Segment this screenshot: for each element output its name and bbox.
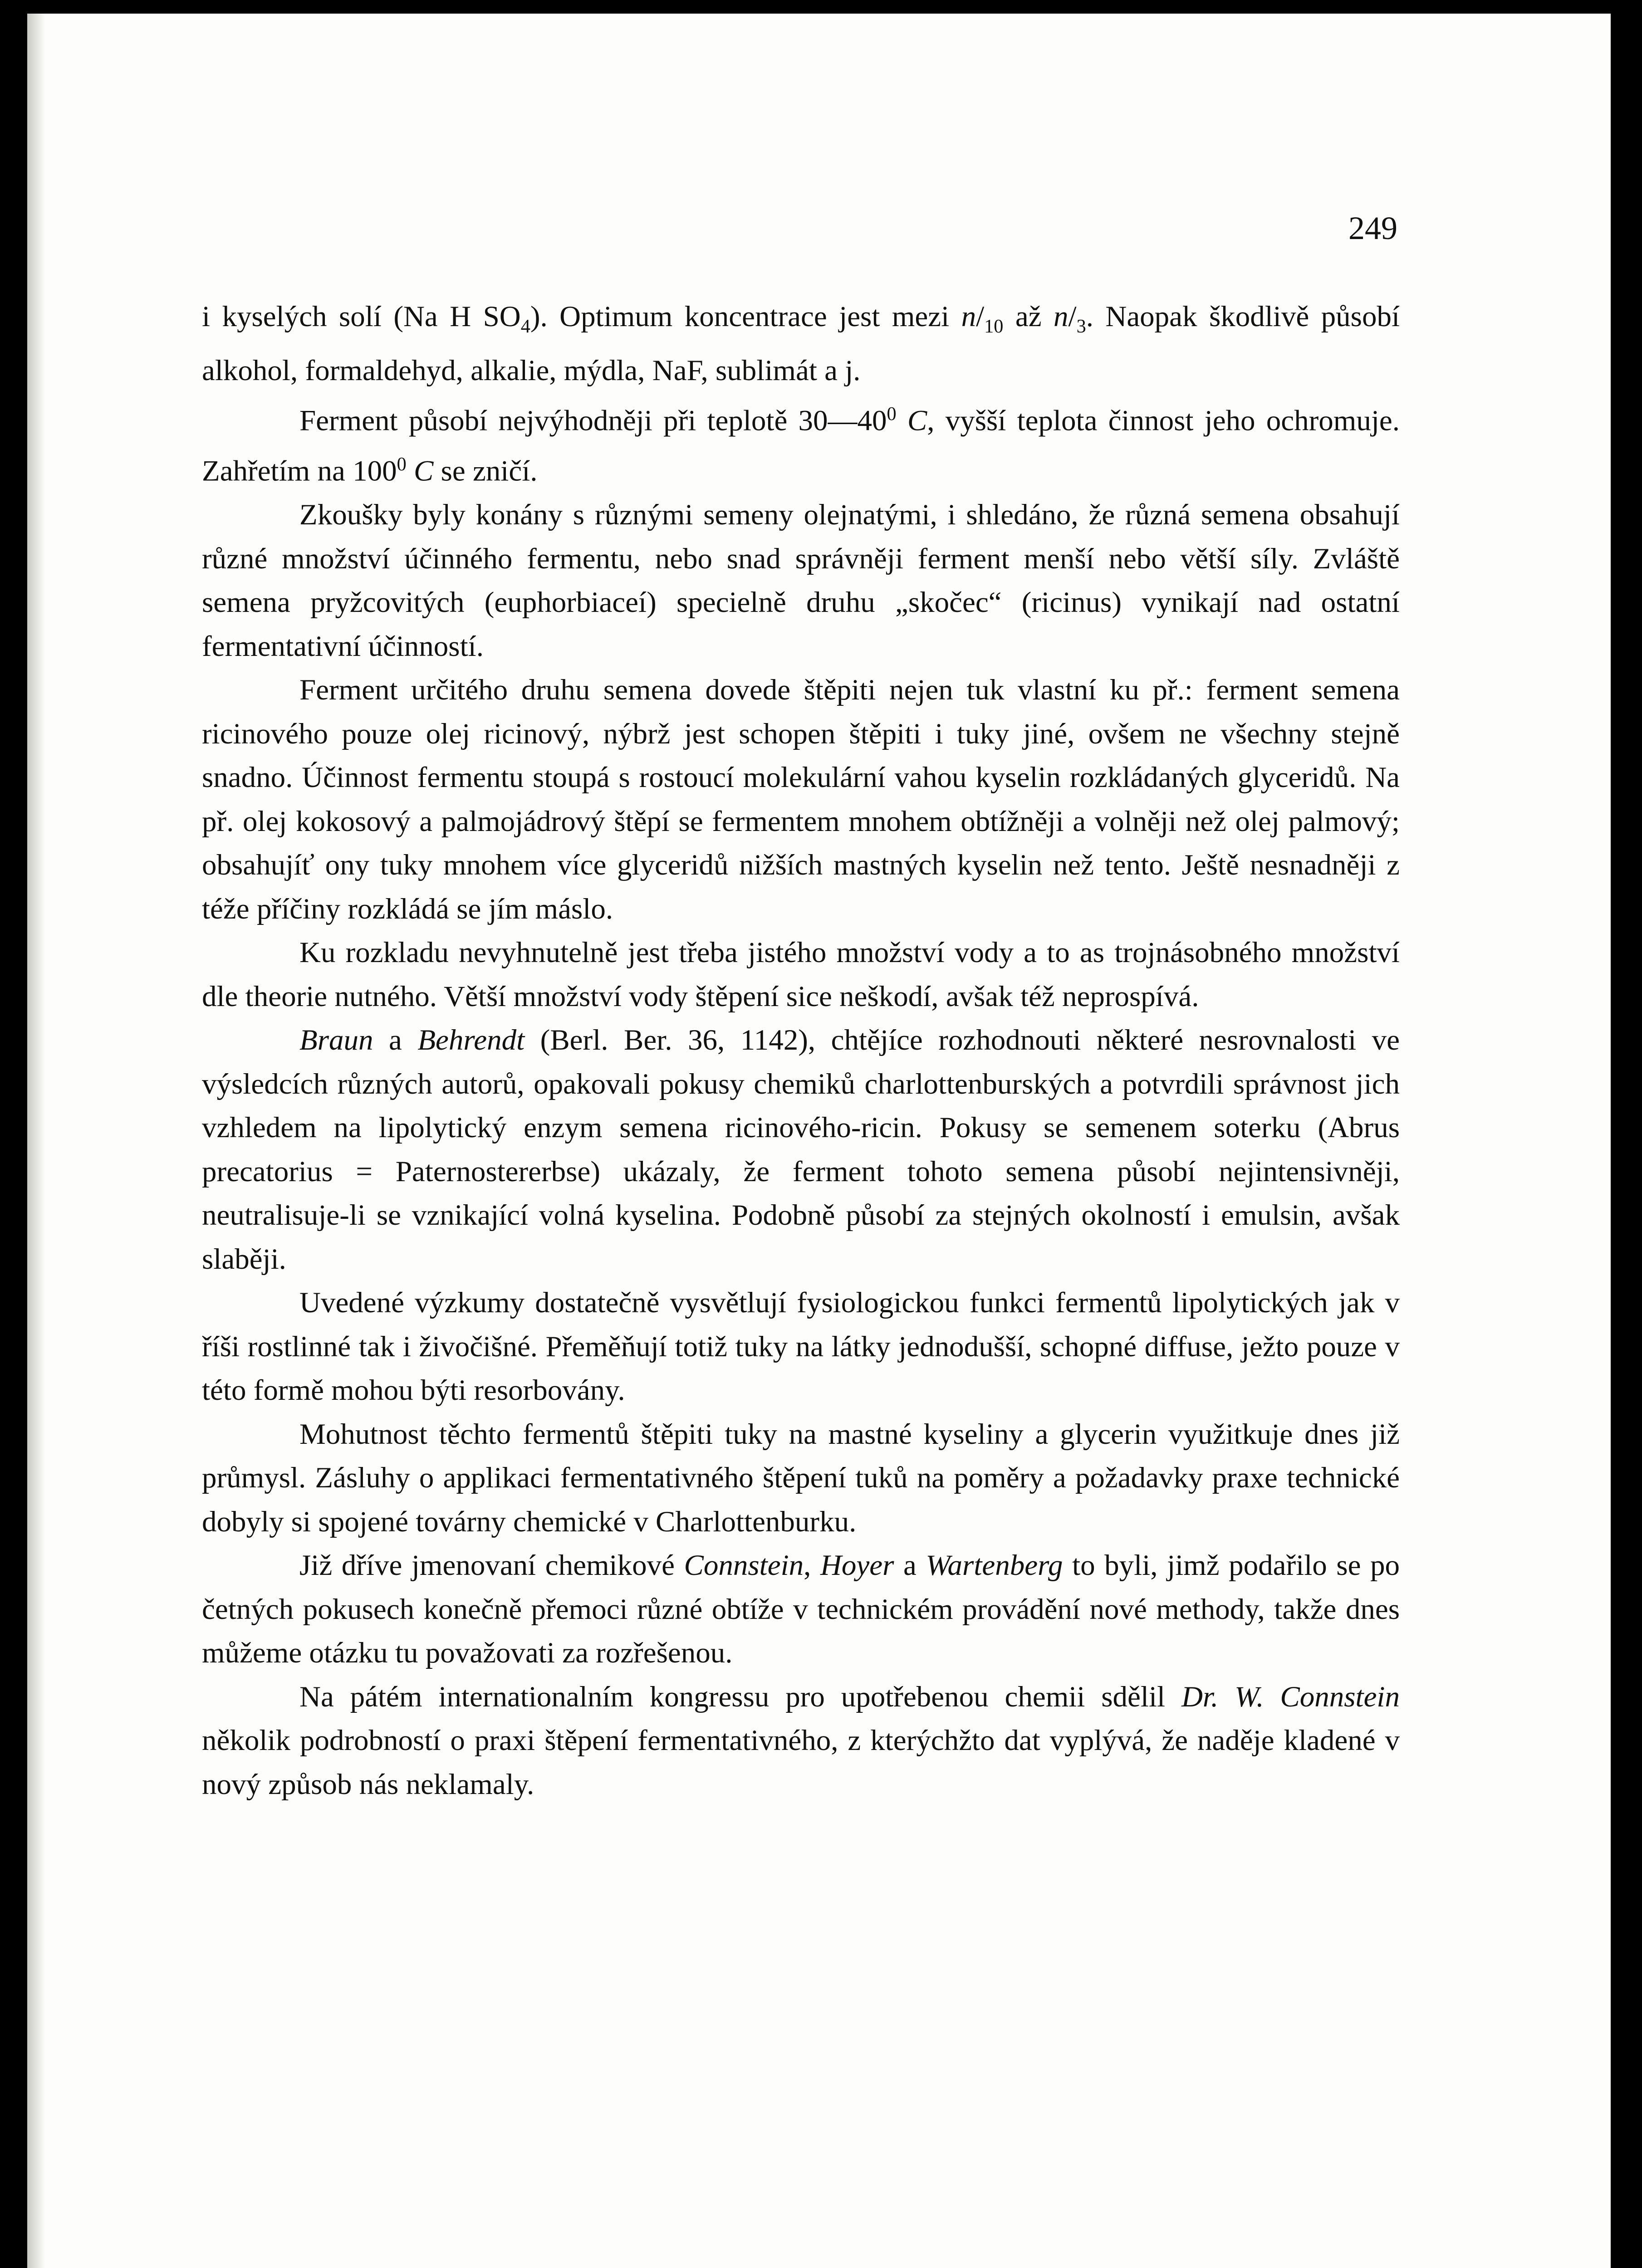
text-segment xyxy=(407,455,414,488)
paragraph-p6 xyxy=(202,1018,1400,1281)
text-segment: 3 xyxy=(1076,316,1086,337)
binding-shadow xyxy=(27,14,45,2268)
paragraph-p1 xyxy=(202,295,1400,392)
paragraph-p3 xyxy=(202,493,1400,668)
text-segment: Ku rozkladu nevyhnutelně jest třeba jistého množství vody a to as trojnásobného množství dle theorie nutného. Větší množství vody štěpení sice neškodí, avšak též neprospívá. xyxy=(202,936,1400,1013)
text-segment: Uvedené výzkumy dostatečně vysvětlují fysiologickou funkci fermentů lipolytických jak v říši rostlinné tak i živočišné. Přeměňují totiž tuky na látky jednodušší, schopné diffuse, ježto pouze v této formě mohou býti resorbovány. xyxy=(202,1286,1400,1407)
text-segment: ). Optimum koncentrace jest mezi xyxy=(530,300,961,333)
text-segment: Behrendt xyxy=(417,1024,525,1057)
text-segment: Již dříve jmenovaní chemikové xyxy=(299,1549,684,1582)
paragraph-p9 xyxy=(202,1544,1400,1675)
paragraph-p2 xyxy=(202,392,1400,493)
text-segment: (Berl. Ber. 36, 1142), chtějíce rozhodnouti některé nesrovnalosti ve výsledcích různých autorů, opakovali pokusy chemiků charlottenburských a potvrdili správnost jich vzhledem na lipolytický enzym semena ricinového-ricin. Pokusy se semenem soterku (Abrus precatorius = Paternostererbse) ukázaly, že ferment tohoto semena působí nejintensivněji, neutralisuje-li se vznikající volná kyselina. Podobně působí za stejných okolností i emulsin, avšak slaběji. xyxy=(202,1024,1400,1276)
paragraph-p4 xyxy=(202,668,1400,931)
text-segment: , vyšší teplota činnost jeho ochromuje. Zahřetím na 100 xyxy=(202,404,1400,488)
text-segment: Connstein xyxy=(684,1549,804,1582)
text-segment: Mohutnost těchto fermentů štěpiti tuky na mastné kyseliny a glycerin využitkuje dnes již průmysl. Zásluhy o applikaci fermentativného štěpení tuků na poměry a požadavky praxe technické dobyly si spojené továrny chemické v Charlottenburku. xyxy=(202,1418,1400,1538)
paragraph-p5 xyxy=(202,931,1400,1018)
text-segment: n xyxy=(961,300,976,333)
text-segment: C xyxy=(413,455,434,488)
text-segment: a xyxy=(894,1549,926,1582)
text-segment: Ferment působí nejvýhodněji při teplotě 30—40 xyxy=(299,404,887,437)
paragraph-p7 xyxy=(202,1281,1400,1413)
text-segment: Braun xyxy=(299,1024,373,1057)
text-segment: 10 xyxy=(984,316,1004,337)
text-segment: n xyxy=(1054,300,1069,333)
text-segment: Dr. W. Connstein xyxy=(1181,1680,1400,1713)
text-segment: Hoyer xyxy=(820,1549,894,1582)
paragraph-p10 xyxy=(202,1675,1400,1807)
text-segment: Zkoušky byly konány s různými semeny olejnatými, i shledáno, že různá semena obsahují různé množství účinného fermentu, nebo snad správněji ferment menší nebo větší síly. Zvláště semena pryžcovitých (euphorbiaceí) specielně druhu „skočec“ (ricinus) vynikají nad ostatní fermentativní účinností. xyxy=(202,499,1400,663)
text-segment: C xyxy=(907,404,927,437)
text-segment: Wartenberg xyxy=(926,1549,1063,1582)
text-segment: i kyselých solí (Na H SO xyxy=(202,300,521,333)
body-text xyxy=(202,295,1400,1806)
text-segment: několik podrobností o praxi štěpení fermentativného, z kterýchžto dat vyplývá, že naděje kladené v nový způsob nás neklamaly. xyxy=(202,1724,1400,1801)
page-number: 249 xyxy=(1348,210,1397,246)
text-segment: Ferment určitého druhu semena dovede štěpiti nejen tuk vlastní ku př.: ferment semena ricinového pouze olej ricinový, nýbrž jest schopen štěpiti i tuky jiné, ovšem ne všechny stejně snadno. Účinnost fermentu stoupá s rostoucí molekulární vahou kyselin rozkládaných glyceridů. Na př. olej kokosový a palmojádrový štěpí se fermentem mnohem obtížněji a volněji než olej palmový; obsahujíť ony tuky mnohem více glyceridů nižších mastných kyselin než tento. Ještě nesnadněji z téže příčiny rozkládá se jím máslo. xyxy=(202,674,1400,925)
text-segment: to byli, jimž podařilo se po četných pokusech konečně přemoci různé obtíže v technickém provádění nové methody, takže dnes můžeme otázku tu považovati za rozřešenou. xyxy=(202,1549,1400,1670)
text-segment: a xyxy=(373,1024,418,1057)
text-segment: / xyxy=(1068,300,1077,333)
text-segment: 0 xyxy=(887,403,897,425)
text-segment: až xyxy=(1003,300,1054,333)
paragraph-p8 xyxy=(202,1413,1400,1544)
text-segment: Na pátém internationalním kongressu pro upotřebenou chemii sdělil xyxy=(299,1680,1181,1713)
text-segment: 0 xyxy=(397,454,407,475)
text-segment: . Naopak škodlivě působí alkohol, formaldehyd, alkalie, mýdla, NaF, sublimát a j. xyxy=(202,300,1400,387)
text-segment: , xyxy=(804,1549,820,1582)
text-segment: se zničí. xyxy=(433,455,538,488)
text-segment xyxy=(897,405,907,437)
text-segment: / xyxy=(976,300,985,333)
text-segment: 4 xyxy=(520,316,530,337)
